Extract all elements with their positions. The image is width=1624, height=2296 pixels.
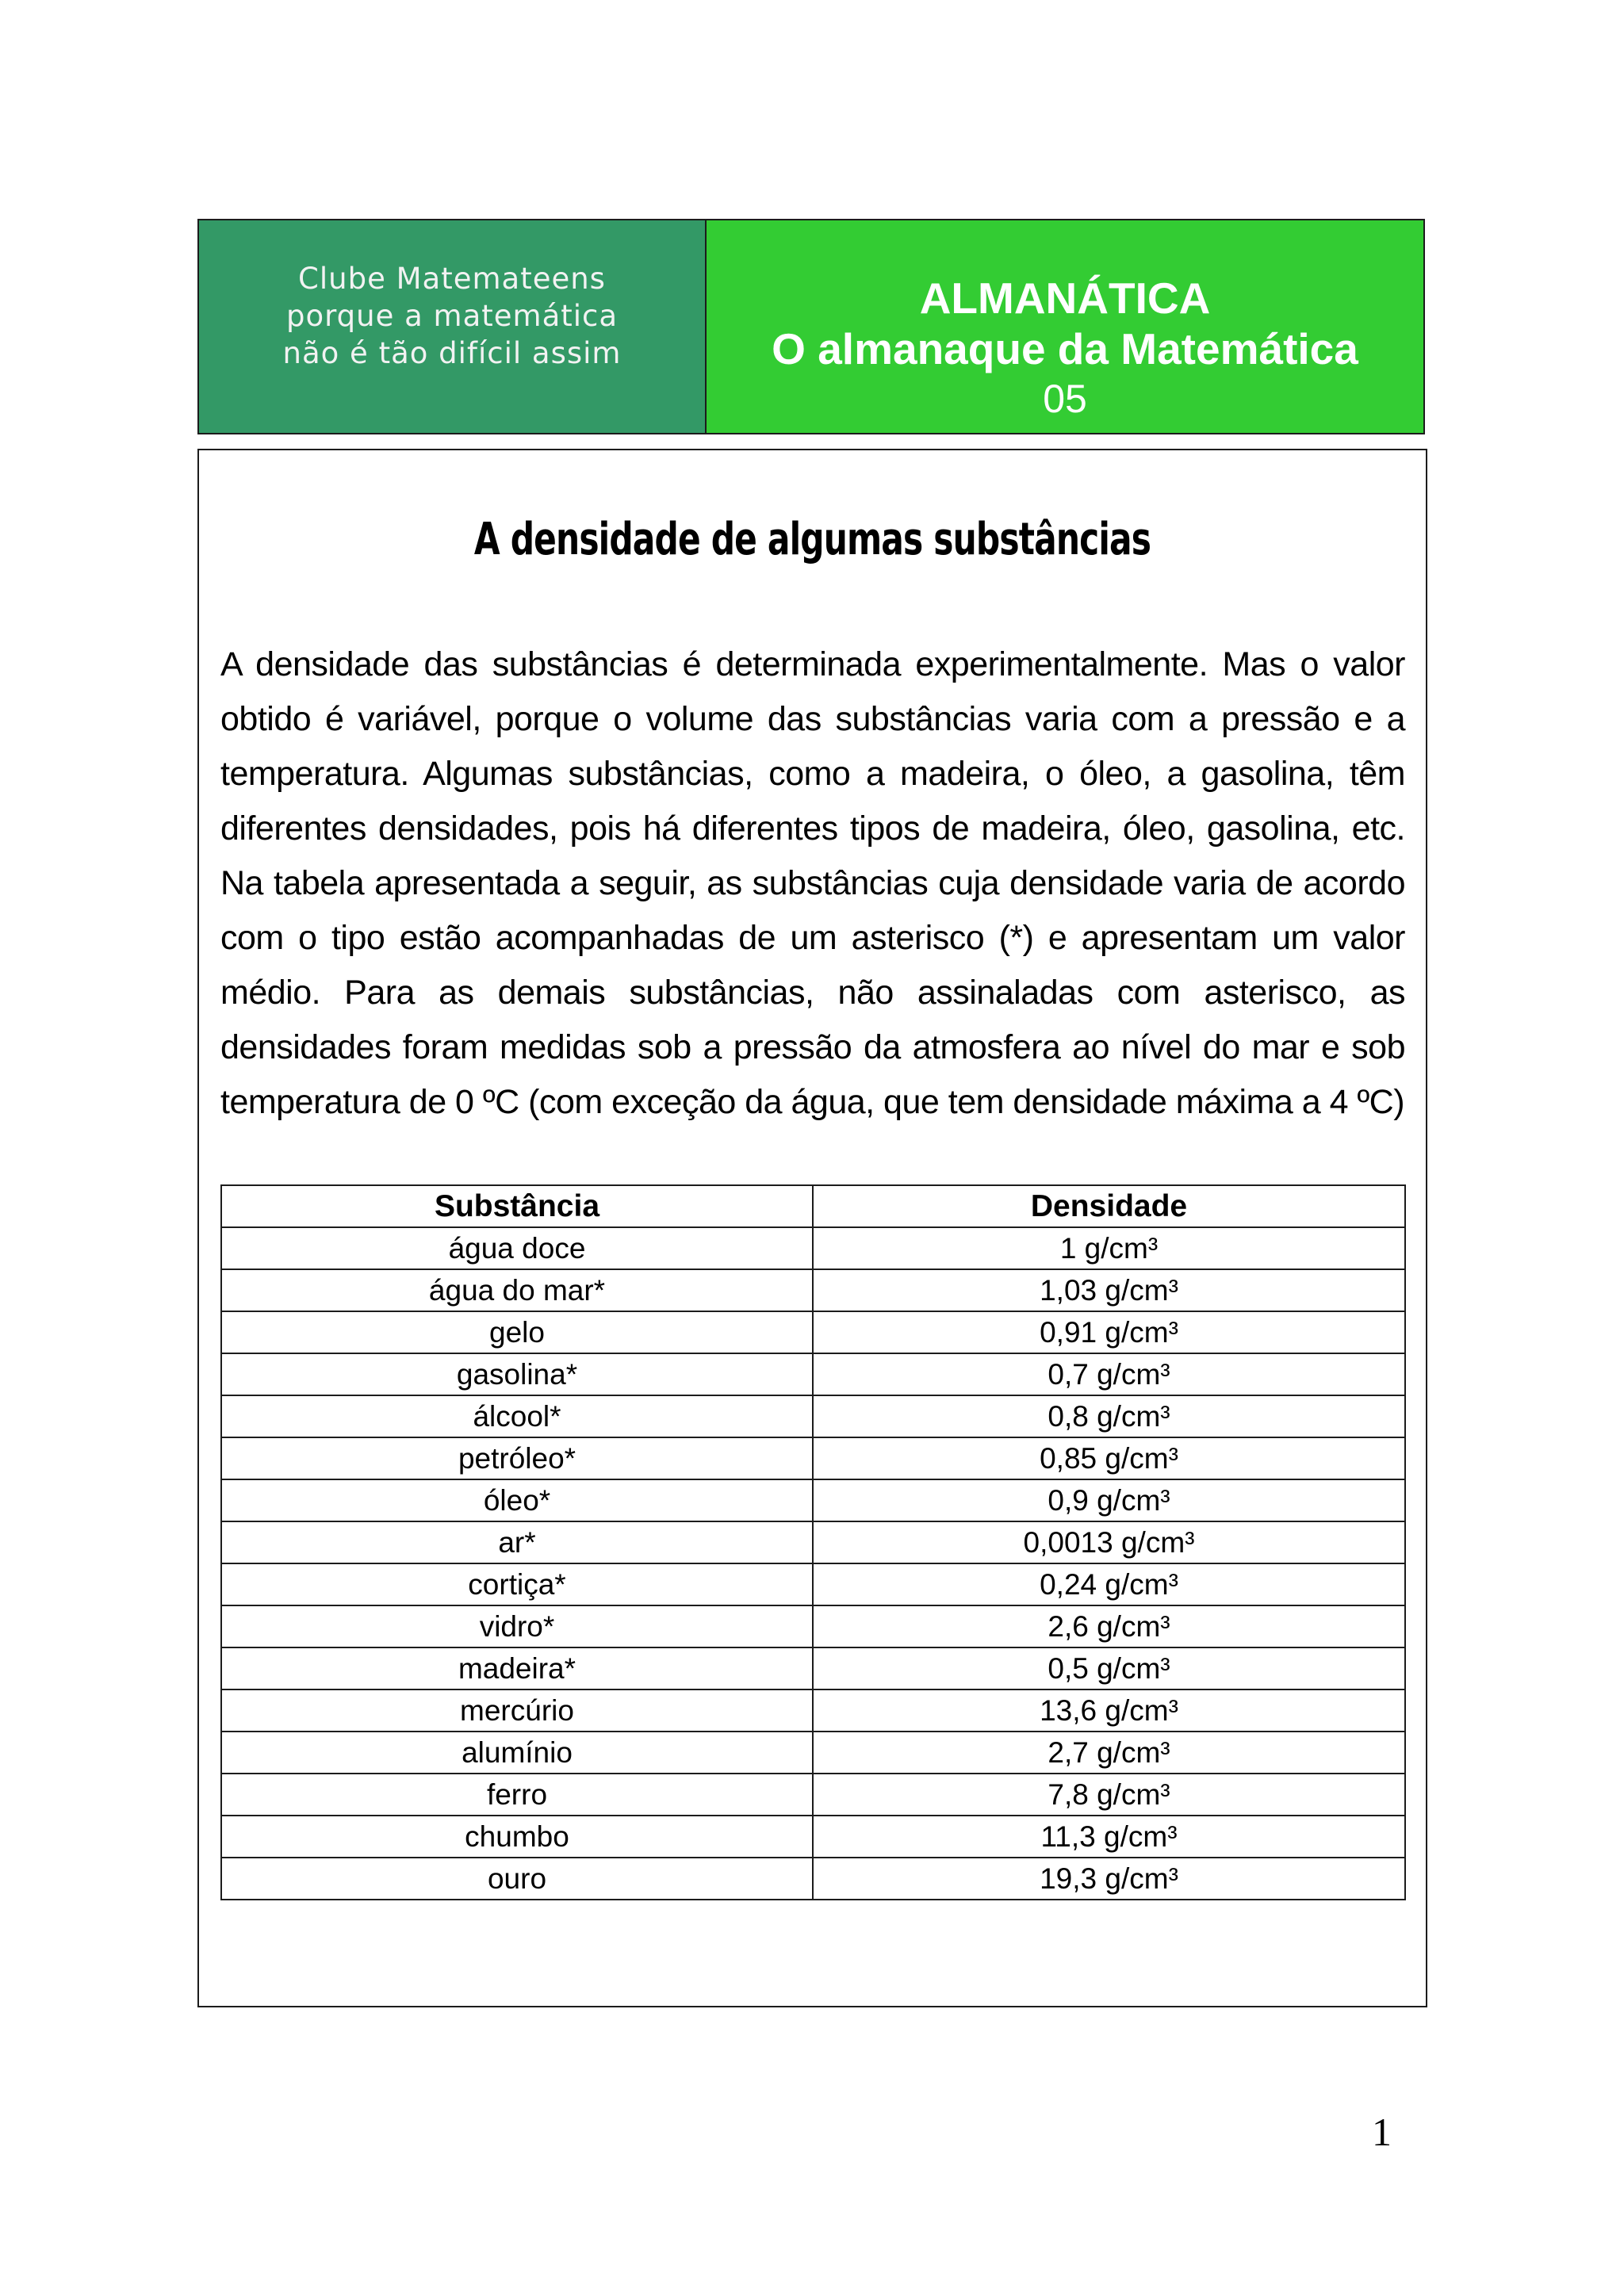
substance-cell: água do mar* — [221, 1269, 813, 1311]
substance-cell: vidro* — [221, 1605, 813, 1647]
table-row — [221, 1395, 1405, 1437]
substance-cell: petróleo* — [221, 1437, 813, 1479]
table-row — [221, 1647, 1405, 1689]
table-row — [221, 1563, 1405, 1605]
article-title: A densidade de algumas substâncias — [473, 514, 1151, 565]
density-cell: 11,3 g/cm³ — [813, 1816, 1405, 1858]
header-banner — [197, 219, 1425, 434]
table-row — [221, 1479, 1405, 1521]
table-body — [221, 1227, 1405, 1900]
density-cell: 0,0013 g/cm³ — [813, 1521, 1405, 1563]
density-cell: 0,5 g/cm³ — [813, 1647, 1405, 1689]
column-header-substance: Substância — [221, 1185, 813, 1227]
density-cell: 0,8 g/cm³ — [813, 1395, 1405, 1437]
club-block — [199, 220, 707, 433]
substance-cell: ouro — [221, 1858, 813, 1900]
density-cell: 0,24 g/cm³ — [813, 1563, 1405, 1605]
density-cell: 1,03 g/cm³ — [813, 1269, 1405, 1311]
substance-cell: alumínio — [221, 1732, 813, 1774]
club-name: Clube Matemateens — [298, 262, 606, 296]
table-row — [221, 1689, 1405, 1732]
substance-cell: álcool* — [221, 1395, 813, 1437]
substance-cell: ferro — [221, 1774, 813, 1816]
substance-cell: chumbo — [221, 1816, 813, 1858]
substance-cell: gelo — [221, 1311, 813, 1353]
column-header-density: Densidade — [813, 1185, 1405, 1227]
density-cell: 0,91 g/cm³ — [813, 1311, 1405, 1353]
club-tagline-line1: porque a matemática — [285, 299, 619, 333]
table-row — [221, 1774, 1405, 1816]
substance-cell: ar* — [221, 1521, 813, 1563]
almanac-title: ALMANÁTICA — [919, 274, 1211, 323]
table-row — [221, 1521, 1405, 1563]
density-cell: 0,85 g/cm³ — [813, 1437, 1405, 1479]
table-header-row — [221, 1185, 1405, 1227]
substance-cell: óleo* — [221, 1479, 813, 1521]
club-tagline-line2: não é tão difícil assim — [282, 336, 622, 370]
almanac-subtitle: O almanaque da Matemática — [772, 324, 1358, 373]
table-row — [221, 1816, 1405, 1858]
substance-cell: madeira* — [221, 1647, 813, 1689]
table-row — [221, 1605, 1405, 1647]
table-row — [221, 1437, 1405, 1479]
density-cell: 7,8 g/cm³ — [813, 1774, 1405, 1816]
substance-cell: água doce — [221, 1227, 813, 1269]
page-number: 1 — [1372, 2110, 1392, 2154]
substance-cell: gasolina* — [221, 1353, 813, 1395]
table-row — [221, 1732, 1405, 1774]
article-box — [197, 449, 1427, 2007]
table-row — [221, 1269, 1405, 1311]
issue-number: 05 — [1043, 377, 1087, 421]
density-cell: 0,7 g/cm³ — [813, 1353, 1405, 1395]
table-row — [221, 1858, 1405, 1900]
substance-cell: cortiça* — [221, 1563, 813, 1605]
density-cell: 0,9 g/cm³ — [813, 1479, 1405, 1521]
substance-cell: mercúrio — [221, 1689, 813, 1732]
density-cell: 2,6 g/cm³ — [813, 1605, 1405, 1647]
table-row — [221, 1227, 1405, 1269]
article-intro: A densidade das substâncias é determinada experimentalmente. Mas o valor obtido é variável, porque o volume das substâncias varia com a pressão e a temperatura. Algumas substâncias, como a madeira, o óleo, a gasolina, têm diferentes densidades, pois há diferentes tipos de madeira, óleo, gasolina, etc. Na tabela apresentada a seguir, as substâncias cuja densidade varia de acordo com o tipo estão acompanhadas de um asterisco (*) e apresentam um valor médio. Para as demais substâncias, não assinaladas com asterisco, as densidades foram medidas sob a pressão da atmosfera ao nível do mar e sob temperatura de 0 ºC (com exceção da água, que tem densidade máxima a 4 ºC) — [220, 645, 1405, 1121]
table-row — [221, 1311, 1405, 1353]
density-table — [220, 1184, 1406, 1900]
density-cell: 1 g/cm³ — [813, 1227, 1405, 1269]
almanac-block — [707, 220, 1423, 433]
density-cell: 19,3 g/cm³ — [813, 1858, 1405, 1900]
table-row — [221, 1353, 1405, 1395]
density-cell: 2,7 g/cm³ — [813, 1732, 1405, 1774]
density-cell: 13,6 g/cm³ — [813, 1689, 1405, 1732]
